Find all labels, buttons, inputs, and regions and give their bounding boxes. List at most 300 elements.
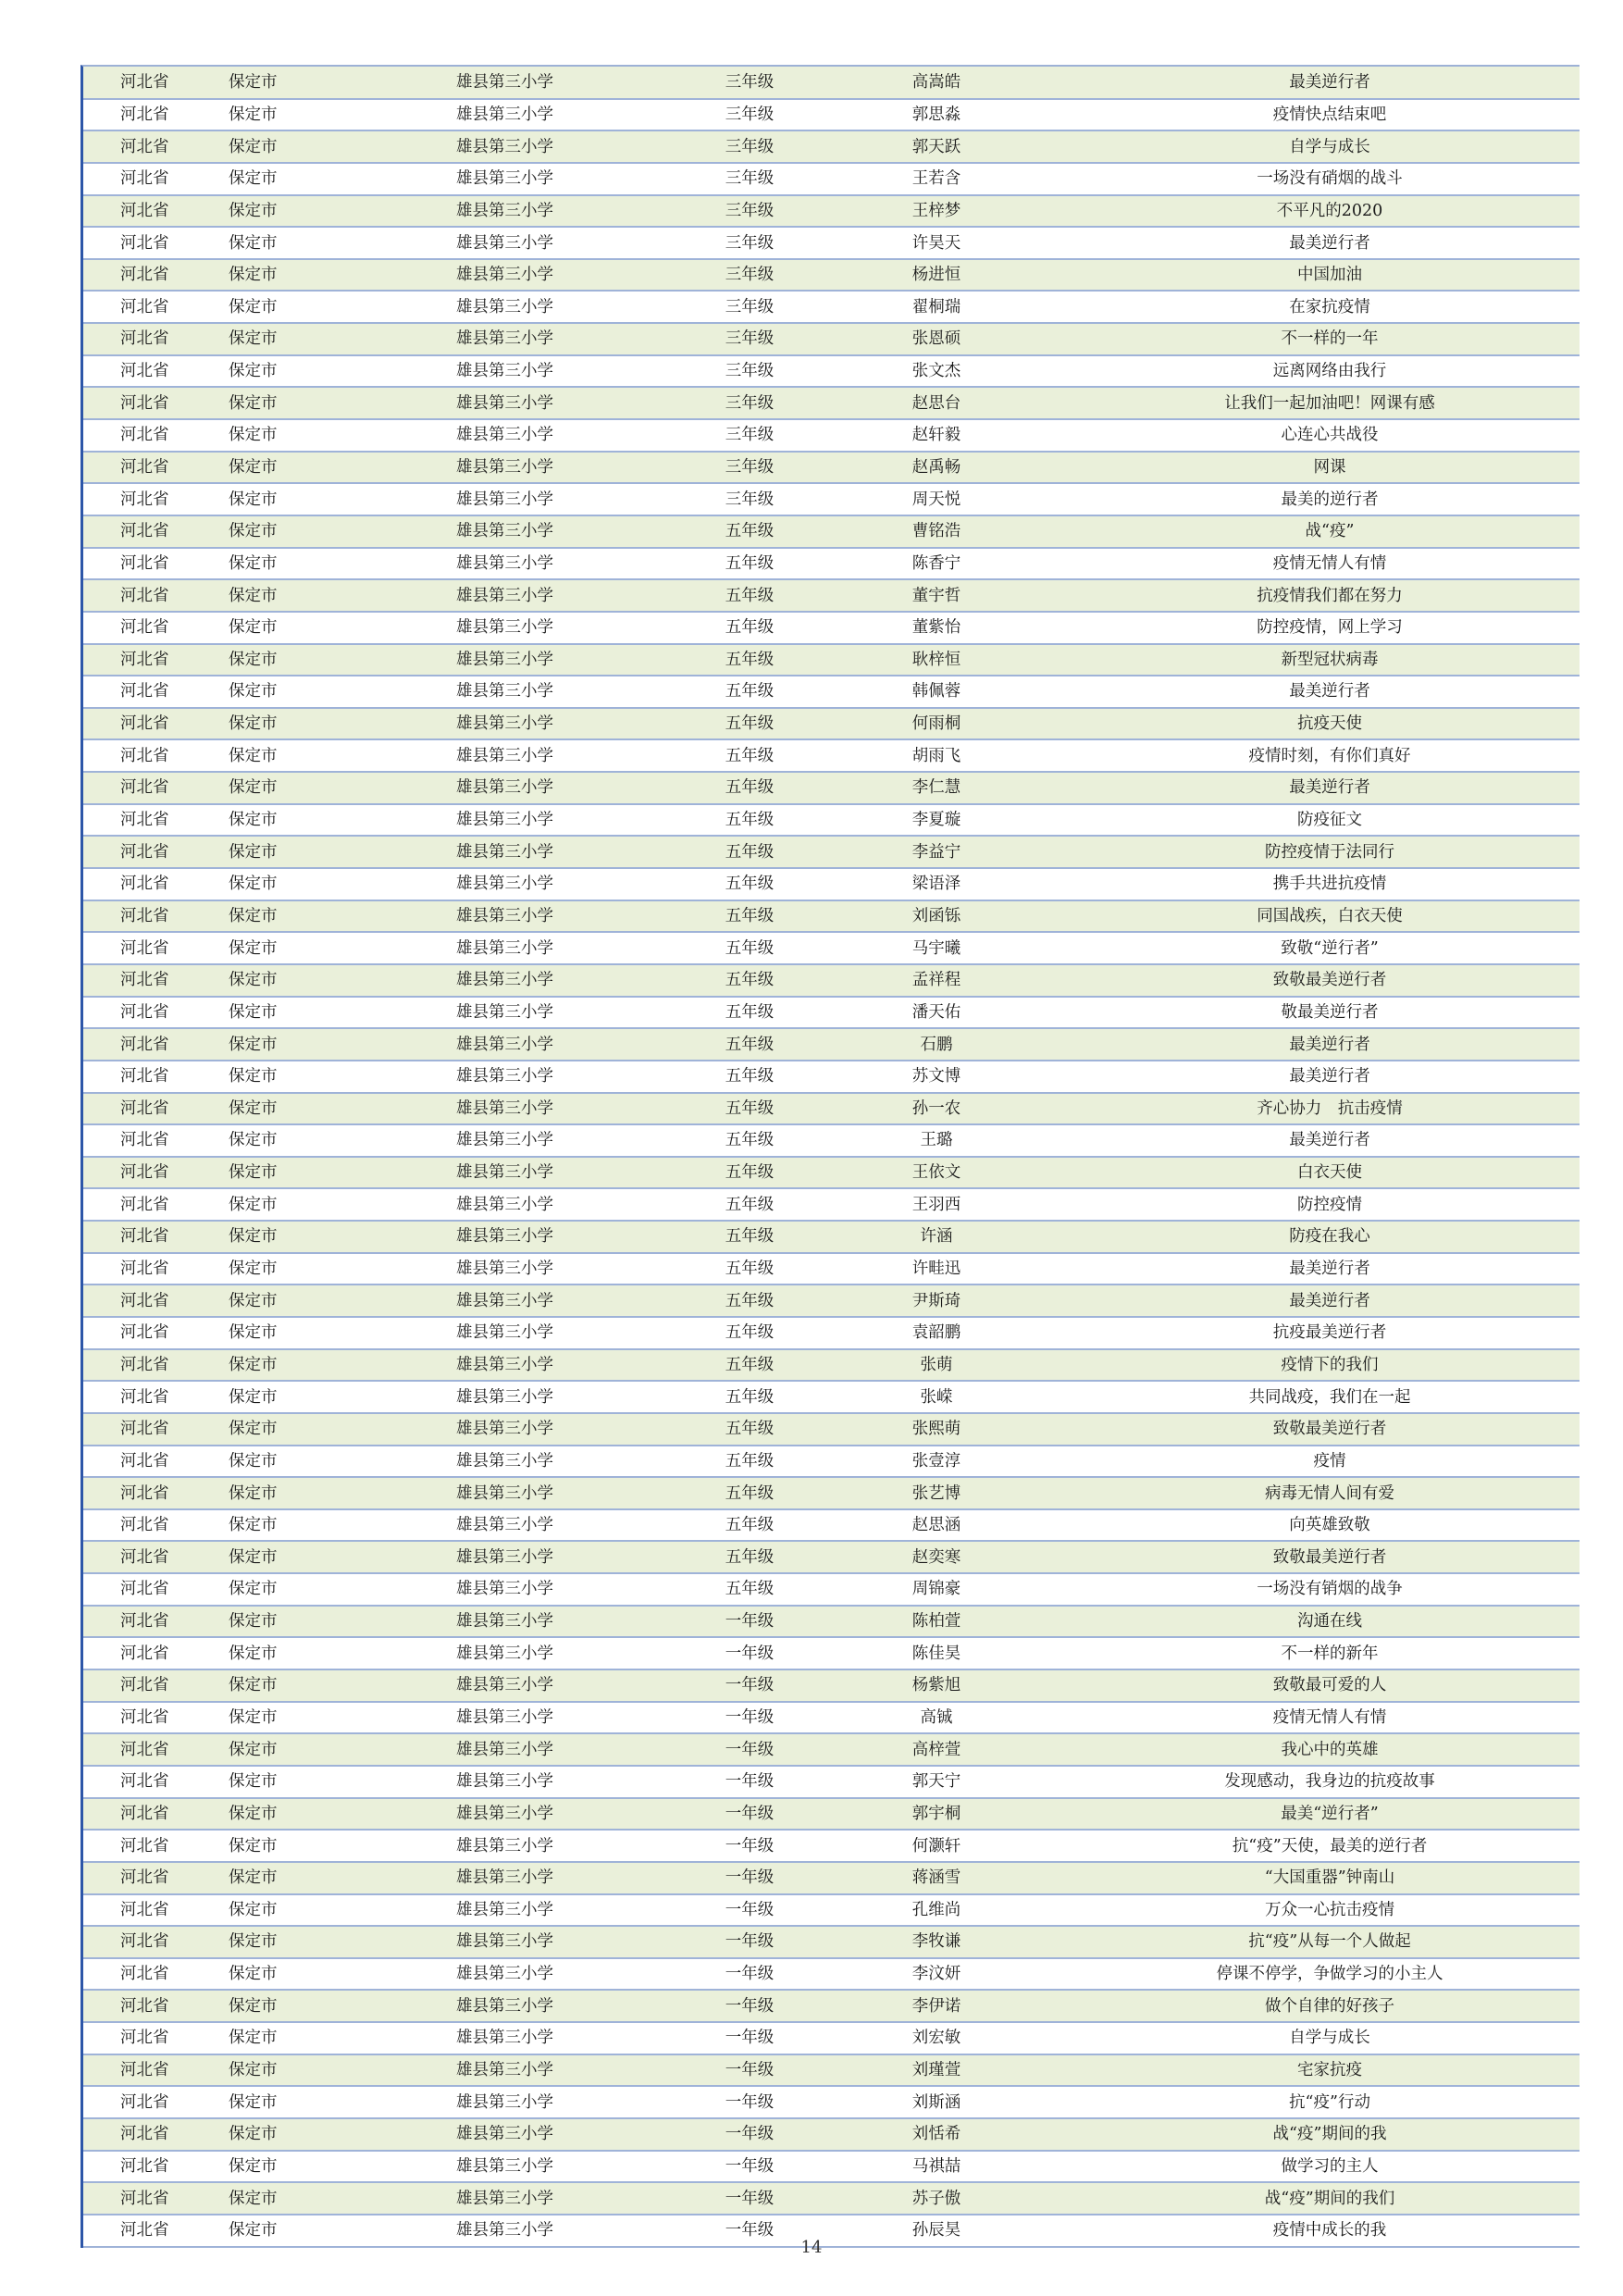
city-cell: 保定市 xyxy=(219,772,449,804)
city-cell: 保定市 xyxy=(219,2022,449,2054)
school-cell: 雄县第三小学 xyxy=(449,1606,706,1638)
table-row xyxy=(83,772,1580,804)
table-row xyxy=(83,1157,1580,1189)
school-cell: 雄县第三小学 xyxy=(449,1766,706,1798)
student-name-cell: 李汶妍 xyxy=(793,1958,1080,1991)
student-name-cell: 郭天跃 xyxy=(793,130,1080,163)
essay-title-cell: 抗疫最美逆行者 xyxy=(1080,1317,1580,1349)
province-cell: 河北省 xyxy=(83,2022,219,2054)
grade-cell: 三年级 xyxy=(706,195,793,228)
province-cell: 河北省 xyxy=(83,1509,219,1542)
city-cell: 保定市 xyxy=(219,452,449,484)
essay-title-cell: 向英雄致敬 xyxy=(1080,1509,1580,1542)
grade-cell: 一年级 xyxy=(706,2215,793,2247)
city-cell: 保定市 xyxy=(219,1413,449,1446)
school-cell: 雄县第三小学 xyxy=(449,67,706,99)
table-row xyxy=(83,2022,1580,2054)
table-row xyxy=(83,997,1580,1029)
student-name-cell: 郭思淼 xyxy=(793,99,1080,131)
student-name-cell: 马宇曦 xyxy=(793,932,1080,964)
essay-title-cell: 一场没有硝烟的战斗 xyxy=(1080,163,1580,195)
school-cell: 雄县第三小学 xyxy=(449,1446,706,1478)
province-cell: 河北省 xyxy=(83,804,219,837)
essay-title-cell: 疫情快点结束吧 xyxy=(1080,99,1580,131)
essay-title-cell: 疫情 xyxy=(1080,1446,1580,1478)
student-name-cell: 苏子傲 xyxy=(793,2182,1080,2215)
student-name-cell: 许涵 xyxy=(793,1221,1080,1253)
student-name-cell: 赵轩毅 xyxy=(793,419,1080,452)
school-cell: 雄县第三小学 xyxy=(449,1958,706,1991)
grade-cell: 五年级 xyxy=(706,1541,793,1573)
city-cell: 保定市 xyxy=(219,1124,449,1157)
grade-cell: 五年级 xyxy=(706,644,793,676)
student-name-cell: 蒋涵雪 xyxy=(793,1862,1080,1894)
table-row xyxy=(83,1766,1580,1798)
grade-cell: 一年级 xyxy=(706,1894,793,1927)
grade-cell: 一年级 xyxy=(706,2022,793,2054)
city-cell: 保定市 xyxy=(219,1446,449,1478)
table-row xyxy=(83,1188,1580,1221)
student-name-cell: 李牧谦 xyxy=(793,1926,1080,1958)
grade-cell: 五年级 xyxy=(706,1477,793,1509)
school-cell: 雄县第三小学 xyxy=(449,419,706,452)
essay-title-cell: 抗“疫”从每一个人做起 xyxy=(1080,1926,1580,1958)
province-cell: 河北省 xyxy=(83,130,219,163)
province-cell: 河北省 xyxy=(83,195,219,228)
grade-cell: 五年级 xyxy=(706,612,793,644)
school-cell: 雄县第三小学 xyxy=(449,1285,706,1317)
province-cell: 河北省 xyxy=(83,2054,219,2087)
grade-cell: 一年级 xyxy=(706,1958,793,1991)
province-cell: 河北省 xyxy=(83,1124,219,1157)
table-row xyxy=(83,323,1580,355)
table-row xyxy=(83,1317,1580,1349)
essay-title-cell: 心连心共战役 xyxy=(1080,419,1580,452)
school-cell: 雄县第三小学 xyxy=(449,2054,706,2087)
grade-cell: 一年级 xyxy=(706,1702,793,1734)
student-name-cell: 梁语泽 xyxy=(793,868,1080,900)
school-cell: 雄县第三小学 xyxy=(449,355,706,388)
school-cell: 雄县第三小学 xyxy=(449,772,706,804)
grade-cell: 五年级 xyxy=(706,1124,793,1157)
essay-title-cell: 战“疫” xyxy=(1080,515,1580,548)
essay-title-cell: 自学与成长 xyxy=(1080,2022,1580,2054)
table-row xyxy=(83,868,1580,900)
city-cell: 保定市 xyxy=(219,419,449,452)
grade-cell: 一年级 xyxy=(706,2118,793,2151)
grade-cell: 五年级 xyxy=(706,676,793,708)
school-cell: 雄县第三小学 xyxy=(449,612,706,644)
province-cell: 河北省 xyxy=(83,163,219,195)
city-cell: 保定市 xyxy=(219,1958,449,1991)
school-cell: 雄县第三小学 xyxy=(449,259,706,292)
grade-cell: 五年级 xyxy=(706,772,793,804)
grade-cell: 一年级 xyxy=(706,1926,793,1958)
school-cell: 雄县第三小学 xyxy=(449,1573,706,1606)
table-row xyxy=(83,515,1580,548)
city-cell: 保定市 xyxy=(219,1061,449,1093)
student-name-cell: 王璐 xyxy=(793,1124,1080,1157)
table-row xyxy=(83,1798,1580,1831)
grade-cell: 五年级 xyxy=(706,1509,793,1542)
student-name-cell: 刘宏敏 xyxy=(793,2022,1080,2054)
student-name-cell: 潘天佑 xyxy=(793,997,1080,1029)
school-cell: 雄县第三小学 xyxy=(449,2151,706,2183)
school-cell: 雄县第三小学 xyxy=(449,1157,706,1189)
essay-title-cell: 疫情无情人有情 xyxy=(1080,1702,1580,1734)
essay-title-cell: 致敬最美逆行者 xyxy=(1080,964,1580,997)
grade-cell: 五年级 xyxy=(706,579,793,612)
grade-cell: 三年级 xyxy=(706,227,793,259)
province-cell: 河北省 xyxy=(83,2118,219,2151)
student-name-cell: 张文杰 xyxy=(793,355,1080,388)
city-cell: 保定市 xyxy=(219,99,449,131)
student-name-cell: 陈佳昊 xyxy=(793,1637,1080,1669)
essay-title-cell: 防控疫情，网上学习 xyxy=(1080,612,1580,644)
city-cell: 保定市 xyxy=(219,1894,449,1927)
city-cell: 保定市 xyxy=(219,1862,449,1894)
table-row xyxy=(83,1093,1580,1125)
school-cell: 雄县第三小学 xyxy=(449,1541,706,1573)
essay-title-cell: 不平凡的2020 xyxy=(1080,195,1580,228)
city-cell: 保定市 xyxy=(219,483,449,515)
student-name-cell: 董紫怡 xyxy=(793,612,1080,644)
grade-cell: 三年级 xyxy=(706,452,793,484)
grade-cell: 五年级 xyxy=(706,1349,793,1382)
school-cell: 雄县第三小学 xyxy=(449,1028,706,1061)
province-cell: 河北省 xyxy=(83,1381,219,1413)
grade-cell: 一年级 xyxy=(706,1830,793,1862)
city-cell: 保定市 xyxy=(219,2151,449,2183)
essay-title-cell: 防疫征文 xyxy=(1080,804,1580,837)
school-cell: 雄县第三小学 xyxy=(449,1990,706,2022)
school-cell: 雄县第三小学 xyxy=(449,2118,706,2151)
city-cell: 保定市 xyxy=(219,130,449,163)
essay-title-cell: 最美逆行者 xyxy=(1080,1061,1580,1093)
province-cell: 河北省 xyxy=(83,644,219,676)
province-cell: 河北省 xyxy=(83,419,219,452)
school-cell: 雄县第三小学 xyxy=(449,2182,706,2215)
grade-cell: 五年级 xyxy=(706,1381,793,1413)
essay-title-cell: 沟通在线 xyxy=(1080,1606,1580,1638)
school-cell: 雄县第三小学 xyxy=(449,1702,706,1734)
essay-title-cell: 携手共进抗疫情 xyxy=(1080,868,1580,900)
student-name-cell: 董宇哲 xyxy=(793,579,1080,612)
province-cell: 河北省 xyxy=(83,932,219,964)
table-row xyxy=(83,2118,1580,2151)
table-row xyxy=(83,1446,1580,1478)
city-cell: 保定市 xyxy=(219,1637,449,1669)
city-cell: 保定市 xyxy=(219,515,449,548)
province-cell: 河北省 xyxy=(83,1157,219,1189)
student-name-cell: 陈香宁 xyxy=(793,548,1080,580)
grade-cell: 三年级 xyxy=(706,387,793,419)
city-cell: 保定市 xyxy=(219,836,449,868)
student-name-cell: 赵思涵 xyxy=(793,1509,1080,1542)
table-row xyxy=(83,1637,1580,1669)
school-cell: 雄县第三小学 xyxy=(449,1637,706,1669)
province-cell: 河北省 xyxy=(83,67,219,99)
grade-cell: 三年级 xyxy=(706,163,793,195)
school-cell: 雄县第三小学 xyxy=(449,387,706,419)
essay-title-cell: 敬最美逆行者 xyxy=(1080,997,1580,1029)
city-cell: 保定市 xyxy=(219,1766,449,1798)
table-row xyxy=(83,708,1580,740)
student-name-cell: 孙辰昊 xyxy=(793,2215,1080,2247)
province-cell: 河北省 xyxy=(83,1413,219,1446)
table-row xyxy=(83,1028,1580,1061)
city-cell: 保定市 xyxy=(219,708,449,740)
table-row xyxy=(83,1669,1580,1702)
city-cell: 保定市 xyxy=(219,1093,449,1125)
city-cell: 保定市 xyxy=(219,1188,449,1221)
table-row xyxy=(83,419,1580,452)
city-cell: 保定市 xyxy=(219,1541,449,1573)
essay-title-cell: 致敬最美逆行者 xyxy=(1080,1541,1580,1573)
province-cell: 河北省 xyxy=(83,452,219,484)
grade-cell: 五年级 xyxy=(706,739,793,772)
province-cell: 河北省 xyxy=(83,355,219,388)
essay-title-cell: 中国加油 xyxy=(1080,259,1580,292)
city-cell: 保定市 xyxy=(219,1317,449,1349)
school-cell: 雄县第三小学 xyxy=(449,1733,706,1766)
essay-title-cell: 最美逆行者 xyxy=(1080,1124,1580,1157)
essay-title-cell: 停课不停学，争做学习的小主人 xyxy=(1080,1958,1580,1991)
school-cell: 雄县第三小学 xyxy=(449,900,706,933)
grade-cell: 一年级 xyxy=(706,1637,793,1669)
province-cell: 河北省 xyxy=(83,387,219,419)
city-cell: 保定市 xyxy=(219,1990,449,2022)
city-cell: 保定市 xyxy=(219,1028,449,1061)
essay-title-cell: 战“疫”期间的我 xyxy=(1080,2118,1580,2151)
city-cell: 保定市 xyxy=(219,1285,449,1317)
student-name-cell: 王梓梦 xyxy=(793,195,1080,228)
province-cell: 河北省 xyxy=(83,612,219,644)
table-row xyxy=(83,452,1580,484)
grade-cell: 五年级 xyxy=(706,1446,793,1478)
table-row xyxy=(83,2151,1580,2183)
province-cell: 河北省 xyxy=(83,868,219,900)
student-name-cell: 李夏璇 xyxy=(793,804,1080,837)
student-name-cell: 刘恬希 xyxy=(793,2118,1080,2151)
student-name-cell: 马祺喆 xyxy=(793,2151,1080,2183)
essay-title-cell: 最美逆行者 xyxy=(1080,1253,1580,1285)
school-cell: 雄县第三小学 xyxy=(449,195,706,228)
grade-cell: 三年级 xyxy=(706,355,793,388)
grade-cell: 一年级 xyxy=(706,2054,793,2087)
table-row xyxy=(83,1413,1580,1446)
student-name-cell: 许畦迅 xyxy=(793,1253,1080,1285)
province-cell: 河北省 xyxy=(83,1285,219,1317)
table-row xyxy=(83,1381,1580,1413)
essay-title-cell: 做个自律的好孩子 xyxy=(1080,1990,1580,2022)
table-row xyxy=(83,739,1580,772)
table-row xyxy=(83,1349,1580,1382)
essay-title-cell: 最美“逆行者” xyxy=(1080,1798,1580,1831)
city-cell: 保定市 xyxy=(219,739,449,772)
grade-cell: 一年级 xyxy=(706,1733,793,1766)
province-cell: 河北省 xyxy=(83,1477,219,1509)
school-cell: 雄县第三小学 xyxy=(449,1894,706,1927)
essay-title-cell: 自学与成长 xyxy=(1080,130,1580,163)
province-cell: 河北省 xyxy=(83,515,219,548)
city-cell: 保定市 xyxy=(219,1606,449,1638)
essay-title-cell: 共同战疫，我们在一起 xyxy=(1080,1381,1580,1413)
province-cell: 河北省 xyxy=(83,1637,219,1669)
student-name-cell: 周天悦 xyxy=(793,483,1080,515)
student-name-cell: 韩佩蓉 xyxy=(793,676,1080,708)
school-cell: 雄县第三小学 xyxy=(449,997,706,1029)
grade-cell: 一年级 xyxy=(706,1669,793,1702)
city-cell: 保定市 xyxy=(219,804,449,837)
grade-cell: 五年级 xyxy=(706,997,793,1029)
province-cell: 河北省 xyxy=(83,1862,219,1894)
table-row xyxy=(83,483,1580,515)
grade-cell: 三年级 xyxy=(706,483,793,515)
essay-title-cell: 疫情中成长的我 xyxy=(1080,2215,1580,2247)
city-cell: 保定市 xyxy=(219,323,449,355)
city-cell: 保定市 xyxy=(219,676,449,708)
school-cell: 雄县第三小学 xyxy=(449,1221,706,1253)
table-row xyxy=(83,1926,1580,1958)
essay-title-cell: 最美的逆行者 xyxy=(1080,483,1580,515)
province-cell: 河北省 xyxy=(83,2182,219,2215)
province-cell: 河北省 xyxy=(83,1766,219,1798)
grade-cell: 五年级 xyxy=(706,1028,793,1061)
grade-cell: 三年级 xyxy=(706,130,793,163)
province-cell: 河北省 xyxy=(83,997,219,1029)
province-cell: 河北省 xyxy=(83,483,219,515)
school-cell: 雄县第三小学 xyxy=(449,2022,706,2054)
essay-title-cell: 最美逆行者 xyxy=(1080,676,1580,708)
school-cell: 雄县第三小学 xyxy=(449,932,706,964)
city-cell: 保定市 xyxy=(219,2182,449,2215)
grade-cell: 三年级 xyxy=(706,67,793,99)
essay-title-cell: 疫情时刻，有你们真好 xyxy=(1080,739,1580,772)
student-name-cell: 李仁慧 xyxy=(793,772,1080,804)
table-row xyxy=(83,804,1580,837)
province-cell: 河北省 xyxy=(83,579,219,612)
school-cell: 雄县第三小学 xyxy=(449,99,706,131)
school-cell: 雄县第三小学 xyxy=(449,2215,706,2247)
city-cell: 保定市 xyxy=(219,355,449,388)
province-cell: 河北省 xyxy=(83,1669,219,1702)
table-row xyxy=(83,67,1580,99)
table-row xyxy=(83,1061,1580,1093)
student-name-cell: 刘斯涵 xyxy=(793,2086,1080,2118)
table-row xyxy=(83,1862,1580,1894)
city-cell: 保定市 xyxy=(219,387,449,419)
province-cell: 河北省 xyxy=(83,227,219,259)
essay-title-cell: 病毒无情人间有爱 xyxy=(1080,1477,1580,1509)
grade-cell: 五年级 xyxy=(706,964,793,997)
province-cell: 河北省 xyxy=(83,1028,219,1061)
page-number: 14 xyxy=(800,2238,823,2257)
student-name-cell: 陈柏萱 xyxy=(793,1606,1080,1638)
table-row xyxy=(83,1958,1580,1991)
student-name-cell: 张恩硕 xyxy=(793,323,1080,355)
essay-title-cell: 疫情无情人有情 xyxy=(1080,548,1580,580)
student-name-cell: 王依文 xyxy=(793,1157,1080,1189)
city-cell: 保定市 xyxy=(219,1830,449,1862)
table-row xyxy=(83,964,1580,997)
province-cell: 河北省 xyxy=(83,676,219,708)
student-name-cell: 孟祥程 xyxy=(793,964,1080,997)
table-row xyxy=(83,1830,1580,1862)
essay-title-cell: 让我们一起加油吧！网课有感 xyxy=(1080,387,1580,419)
student-name-cell: 胡雨飞 xyxy=(793,739,1080,772)
province-cell: 河北省 xyxy=(83,1830,219,1862)
student-name-cell: 杨进恒 xyxy=(793,259,1080,292)
grade-cell: 一年级 xyxy=(706,1766,793,1798)
grade-cell: 三年级 xyxy=(706,323,793,355)
essay-title-cell: 防控疫情于法同行 xyxy=(1080,836,1580,868)
essay-title-cell: 抗“疫”行动 xyxy=(1080,2086,1580,2118)
student-name-cell: 张艺博 xyxy=(793,1477,1080,1509)
essay-title-cell: 抗疫情我们都在努力 xyxy=(1080,579,1580,612)
grade-cell: 五年级 xyxy=(706,1061,793,1093)
grade-cell: 五年级 xyxy=(706,1317,793,1349)
essay-title-cell: 最美逆行者 xyxy=(1080,772,1580,804)
table-row xyxy=(83,1733,1580,1766)
city-cell: 保定市 xyxy=(219,1477,449,1509)
city-cell: 保定市 xyxy=(219,612,449,644)
city-cell: 保定市 xyxy=(219,964,449,997)
student-name-cell: 许昊天 xyxy=(793,227,1080,259)
essay-title-cell: 做学习的主人 xyxy=(1080,2151,1580,2183)
essay-title-cell: 一场没有销烟的战争 xyxy=(1080,1573,1580,1606)
student-name-cell: 石鹏 xyxy=(793,1028,1080,1061)
province-cell: 河北省 xyxy=(83,836,219,868)
student-name-cell: 郭宇桐 xyxy=(793,1798,1080,1831)
province-cell: 河北省 xyxy=(83,323,219,355)
table-row xyxy=(83,1285,1580,1317)
city-cell: 保定市 xyxy=(219,997,449,1029)
city-cell: 保定市 xyxy=(219,548,449,580)
grade-cell: 五年级 xyxy=(706,1093,793,1125)
table-row xyxy=(83,1124,1580,1157)
province-cell: 河北省 xyxy=(83,99,219,131)
grade-cell: 五年级 xyxy=(706,1285,793,1317)
grade-cell: 五年级 xyxy=(706,804,793,837)
province-cell: 河北省 xyxy=(83,739,219,772)
city-cell: 保定市 xyxy=(219,2054,449,2087)
table-row xyxy=(83,355,1580,388)
city-cell: 保定市 xyxy=(219,1157,449,1189)
grade-cell: 五年级 xyxy=(706,515,793,548)
grade-cell: 五年级 xyxy=(706,868,793,900)
student-name-cell: 张萌 xyxy=(793,1349,1080,1382)
province-cell: 河北省 xyxy=(83,1446,219,1478)
school-cell: 雄县第三小学 xyxy=(449,1188,706,1221)
city-cell: 保定市 xyxy=(219,227,449,259)
school-cell: 雄县第三小学 xyxy=(449,868,706,900)
table-row xyxy=(83,900,1580,933)
essay-title-cell: 万众一心抗击疫情 xyxy=(1080,1894,1580,1927)
school-cell: 雄县第三小学 xyxy=(449,452,706,484)
table-row xyxy=(83,195,1580,228)
grade-cell: 五年级 xyxy=(706,900,793,933)
city-cell: 保定市 xyxy=(219,1509,449,1542)
essay-title-cell: 白衣天使 xyxy=(1080,1157,1580,1189)
student-name-cell: 张熙萌 xyxy=(793,1413,1080,1446)
grade-cell: 一年级 xyxy=(706,1862,793,1894)
province-cell: 河北省 xyxy=(83,1894,219,1927)
city-cell: 保定市 xyxy=(219,1733,449,1766)
table-row xyxy=(83,163,1580,195)
student-name-cell: 耿梓恒 xyxy=(793,644,1080,676)
province-cell: 河北省 xyxy=(83,1188,219,1221)
